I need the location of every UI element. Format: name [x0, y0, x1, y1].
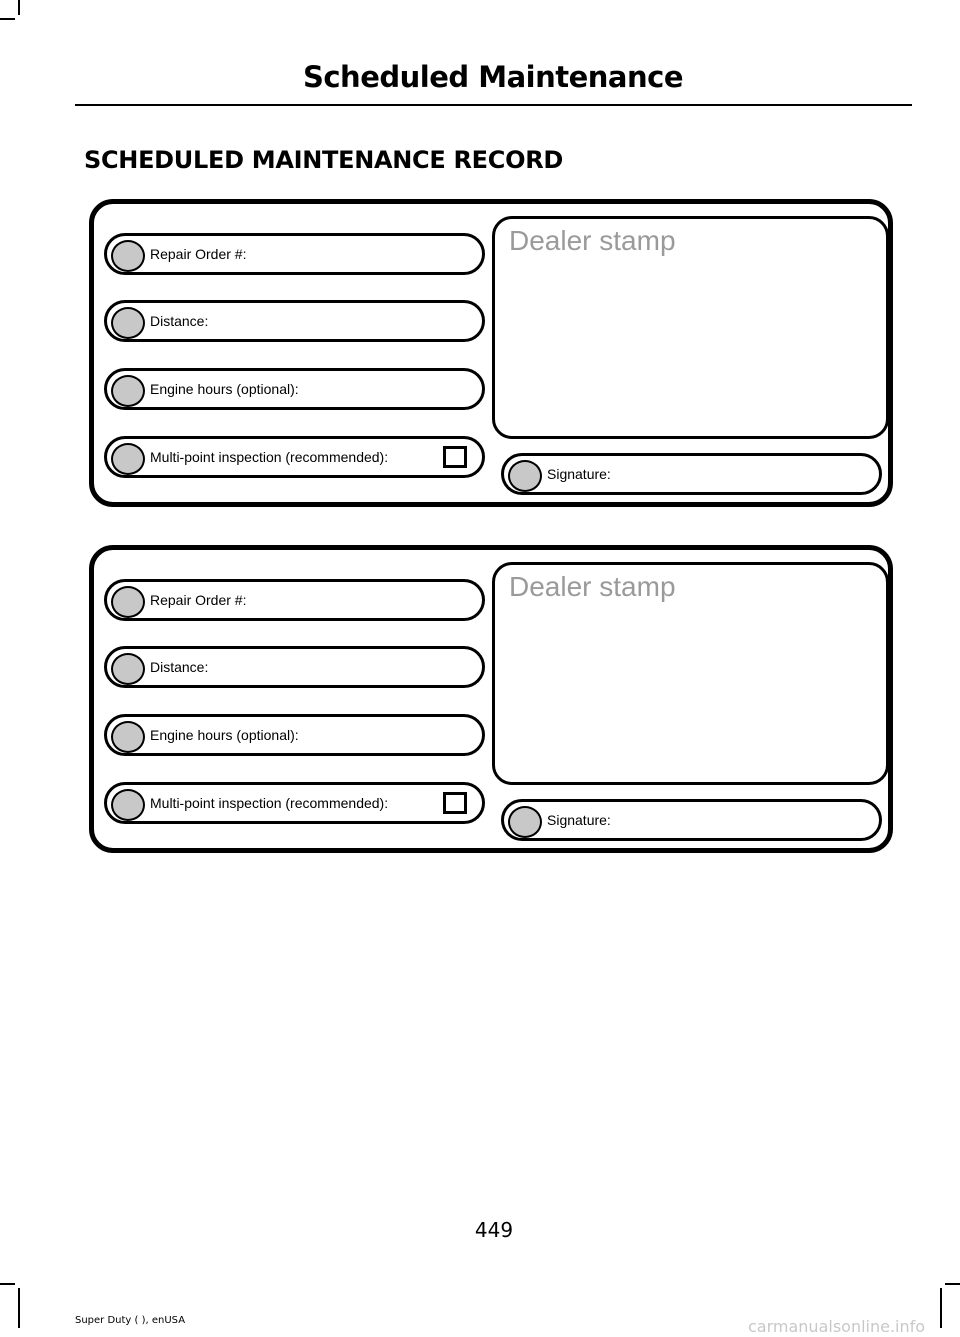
- inspection-field: [104, 782, 485, 824]
- distance-field[interactable]: [104, 646, 485, 688]
- maintenance-record-2: [89, 545, 893, 853]
- inspection-checkbox[interactable]: [443, 446, 467, 468]
- dealer-stamp-label: Dealer stamp: [509, 571, 676, 602]
- crop-mark-bottom-left-horizontal: [0, 1283, 15, 1285]
- crop-mark-bottom-left: [18, 1288, 20, 1328]
- signature-label: Signature:: [547, 466, 611, 482]
- signature-field[interactable]: [501, 799, 882, 841]
- crop-mark-top-left: [18, 0, 20, 15]
- maintenance-record-1: [89, 199, 893, 507]
- distance-field[interactable]: [104, 300, 485, 342]
- watermark: carmanualsonline.info: [748, 1317, 926, 1336]
- inspection-field: [104, 436, 485, 478]
- inspection-checkbox[interactable]: [443, 792, 467, 814]
- bullet-icon: [111, 443, 145, 475]
- engine-hours-label: Engine hours (optional):: [150, 381, 299, 397]
- section-title: SCHEDULED MAINTENANCE RECORD: [84, 146, 563, 174]
- dealer-stamp-box: [492, 562, 889, 785]
- bullet-icon: [111, 307, 145, 339]
- dealer-stamp-label: Dealer stamp: [509, 225, 676, 256]
- engine-hours-field[interactable]: [104, 714, 485, 756]
- repair-order-field[interactable]: [104, 579, 485, 621]
- crop-mark-top-left-horizontal: [0, 18, 15, 20]
- signature-label: Signature:: [547, 812, 611, 828]
- repair-order-label: Repair Order #:: [150, 246, 247, 262]
- engine-hours-label: Engine hours (optional):: [150, 727, 299, 743]
- engine-hours-field[interactable]: [104, 368, 485, 410]
- distance-label: Distance:: [150, 659, 209, 675]
- bullet-icon: [111, 721, 145, 753]
- bullet-icon: [111, 789, 145, 821]
- header-divider: [75, 104, 912, 106]
- document-info: Super Duty ( ), enUSA: [75, 1315, 186, 1326]
- bullet-icon: [508, 460, 542, 492]
- signature-field[interactable]: [501, 453, 882, 495]
- page-header-title: Scheduled Maintenance: [302, 60, 684, 94]
- crop-mark-bottom-right: [940, 1288, 942, 1328]
- distance-label: Distance:: [150, 313, 209, 329]
- bullet-icon: [111, 586, 145, 618]
- repair-order-label: Repair Order #:: [150, 592, 247, 608]
- bullet-icon: [111, 653, 145, 685]
- crop-mark-bottom-right-horizontal: [945, 1283, 960, 1285]
- inspection-label: Multi-point inspection (recommended):: [150, 449, 389, 465]
- repair-order-field[interactable]: [104, 233, 485, 275]
- bullet-icon: [111, 240, 145, 272]
- dealer-stamp-box: [492, 216, 889, 439]
- page-number: 449: [474, 1218, 514, 1242]
- inspection-label: Multi-point inspection (recommended):: [150, 795, 389, 811]
- bullet-icon: [111, 375, 145, 407]
- bullet-icon: [508, 806, 542, 838]
